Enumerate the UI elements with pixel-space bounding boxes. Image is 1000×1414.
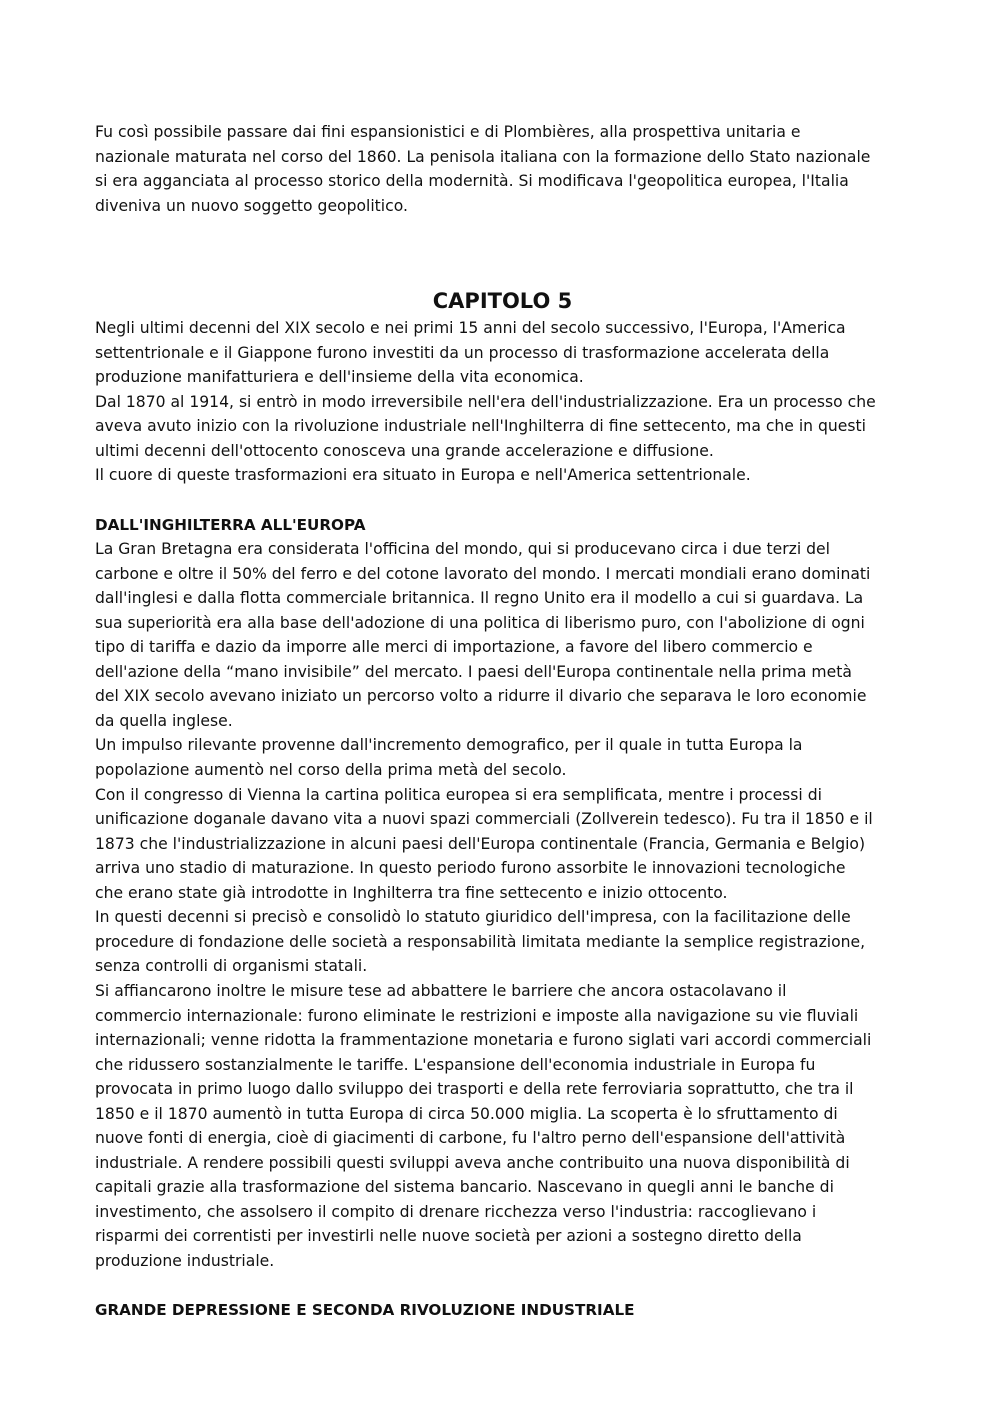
text-line: produzione manifatturiera e dell'insieme della vita economica. <box>95 368 584 387</box>
text-line: investimento, che assolsero il compito di drenare ricchezza verso l'industria: raccoglievano i <box>95 1202 817 1221</box>
intro-paragraph <box>95 120 910 218</box>
text-line: procedure di fondazione delle società a responsabilità limitata mediante la semplice registrazione, <box>95 932 866 951</box>
text-line: ultimi decenni dell'ottocento conosceva una grande accelerazione e diffusione. <box>95 441 714 460</box>
section-heading: GRANDE DEPRESSIONE E SECONDA RIVOLUZIONE INDUSTRIALE <box>95 1301 635 1320</box>
text-line: popolazione aumentò nel corso della prima metà del secolo. <box>95 761 567 780</box>
text-line: industriale. A rendere possibili questi sviluppi aveva anche contribuito una nuova disponibilità di <box>95 1153 850 1172</box>
text-line: Dal 1870 al 1914, si entrò in modo irreversibile nell'era dell'industrializzazione. Era un processo che <box>95 392 876 411</box>
text-line: carbone e oltre il 50% del ferro e del cotone lavorato del mondo. I mercati mondiali erano dominati <box>95 564 871 583</box>
text-line: tipo di tariffa e dazio da imporre alle merci di importazione, a favore del libero commercio e <box>95 638 813 657</box>
text-line: sua superiorità era alla base dell'adozione di una politica di liberismo puro, con l'abolizione di ogni <box>95 613 865 632</box>
text-line: In questi decenni si precisò e consolidò lo statuto giuridico dell'impresa, con la facilitazione delle <box>95 908 851 927</box>
chapter-intro-paragraph <box>95 316 910 488</box>
text-line: che ridussero sostanzialmente le tariffe. L'espansione dell'economia industriale in Europa fu <box>95 1055 816 1074</box>
section-body <box>95 537 910 1273</box>
text-line: nazionale maturata nel corso del 1860. La penisola italiana con la formazione dello Stato nazionale <box>95 147 871 166</box>
text-line: Con il congresso di Vienna la cartina politica europea si era semplificata, mentre i processi di <box>95 785 822 804</box>
text-line: La Gran Bretagna era considerata l'officina del mondo, qui si producevano circa i due terzi del <box>95 540 830 559</box>
section-heading: DALL'INGHILTERRA ALL'EUROPA <box>95 515 366 534</box>
spacer <box>95 1274 910 1299</box>
text-line: 1873 che l'industrializzazione in alcuni paesi dell'Europa continentale (Francia, Germania e Belgio) <box>95 834 866 853</box>
text-line: Un impulso rilevante provenne dall'incremento demografico, per il quale in tutta Europa la <box>95 736 803 755</box>
text-line: risparmi dei correntisti per investirli nelle nuove società per azioni a sostegno diretto della <box>95 1227 802 1246</box>
chapter-title: CAPITOLO 5 <box>432 289 573 314</box>
spacer <box>95 488 910 513</box>
text-line: aveva avuto inizio con la rivoluzione industriale nell'Inghilterra di fine settecento, ma che in questi <box>95 417 866 436</box>
text-line: arriva uno stadio di maturazione. In questo periodo furono assorbite le innovazioni tecnologiche <box>95 859 846 878</box>
text-line: dell'azione della “mano invisibile” del mercato. I paesi dell'Europa continentale nella prima metà <box>95 662 852 681</box>
text-line: Il cuore di queste trasformazioni era situato in Europa e nell'America settentrionale. <box>95 466 751 485</box>
text-line: dall'inglesi e dalla flotta commerciale britannica. Il regno Unito era il modello a cui si guardava. La <box>95 589 864 608</box>
spacer <box>95 218 910 288</box>
text-line: che erano state già introdotte in Inghilterra tra fine settecento e inizio ottocento. <box>95 883 728 902</box>
text-line: nuove fonti di energia, cioè di giacimenti di carbone, fu l'altro perno dell'espansione dell'attività <box>95 1129 846 1148</box>
text-line: 1850 e il 1870 aumentò in tutta Europa di circa 50.000 miglia. La scoperta è lo sfruttamento di <box>95 1104 838 1123</box>
text-line: internazionali; venne ridotta la frammentazione monetaria e furono siglati vari accordi commerciali <box>95 1031 872 1050</box>
text-line: Negli ultimi decenni del XIX secolo e nei primi 15 anni del secolo successivo, l'Europa, l'America <box>95 319 846 338</box>
text-line: commercio internazionale: furono eliminate le restrizioni e imposte alla navigazione su vie fluviali <box>95 1006 859 1025</box>
text-line: produzione industriale. <box>95 1251 275 1270</box>
text-line: diveniva un nuovo soggetto geopolitico. <box>95 196 408 215</box>
document-page <box>95 120 910 1323</box>
text-line: Si affiancarono inoltre le misure tese ad abbattere le barriere che ancora ostacolavano il <box>95 981 787 1000</box>
text-line: settentrionale e il Giappone furono investiti da un processo di trasformazione accelerata della <box>95 343 830 362</box>
text-line: unificazione doganale davano vita a nuovi spazi commerciali (Zollverein tedesco). Fu tra il 1850 e il <box>95 810 873 829</box>
text-line: da quella inglese. <box>95 711 233 730</box>
text-line: si era agganciata al processo storico della modernità. Si modificava l'geopolitica europea, l'Italia <box>95 172 849 191</box>
text-line: capitali grazie alla trasformazione del sistema bancario. Nascevano in quegli anni le banche di <box>95 1178 834 1197</box>
text-line: senza controlli di organismi statali. <box>95 957 368 976</box>
text-line: del XIX secolo avevano iniziato un percorso volto a ridurre il divario che separava le loro economie <box>95 687 867 706</box>
text-line: provocata in primo luogo dallo sviluppo dei trasporti e della rete ferroviaria soprattutto, che tra il <box>95 1080 854 1099</box>
text-line: Fu così possibile passare dai fini espansionistici e di Plombières, alla prospettiva unitaria e <box>95 123 801 141</box>
